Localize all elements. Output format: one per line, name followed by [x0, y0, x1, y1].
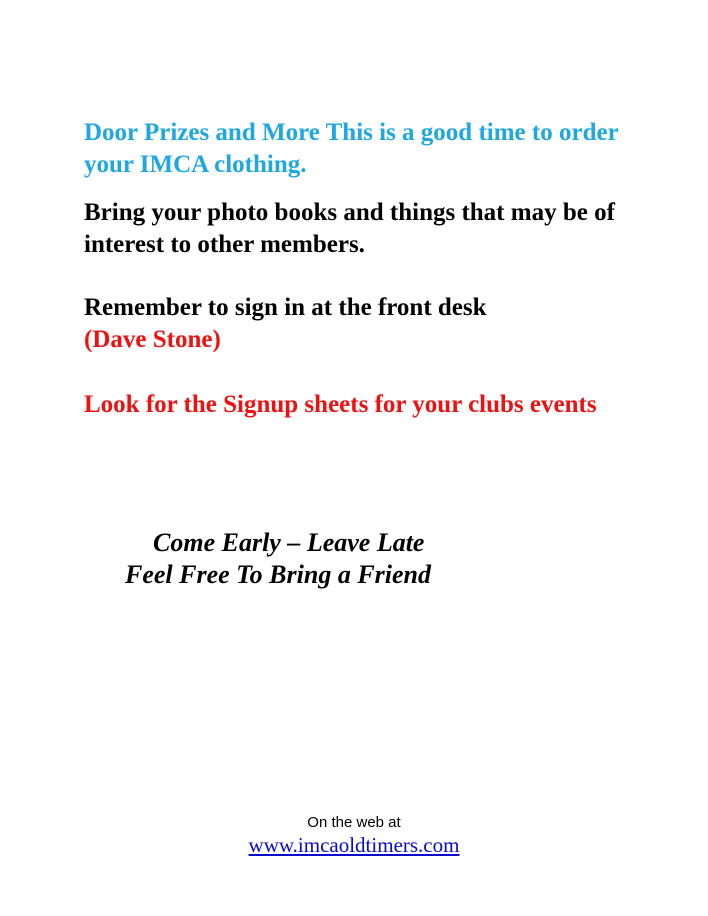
contact-name-text: (Dave Stone)	[84, 326, 221, 353]
signup-sheets-text: Look for the Signup sheets for your clubs events	[84, 391, 597, 418]
sign-in-reminder-text: Remember to sign in at the front desk	[84, 294, 487, 321]
door-prizes-text: Door Prizes and More This is a good time to order your IMCA clothing.	[84, 119, 619, 178]
website-link[interactable]: www.imcaoldtimers.com	[248, 833, 460, 857]
bring-friend-slogan: Feel Free To Bring a Friend	[125, 560, 432, 589]
web-link-container	[0, 832, 708, 858]
web-label: On the web at	[307, 814, 401, 831]
photo-books-text: Bring your photo books and things that may be of interest to other members.	[84, 199, 615, 258]
come-early-slogan: Come Early – Leave Late	[153, 528, 425, 557]
